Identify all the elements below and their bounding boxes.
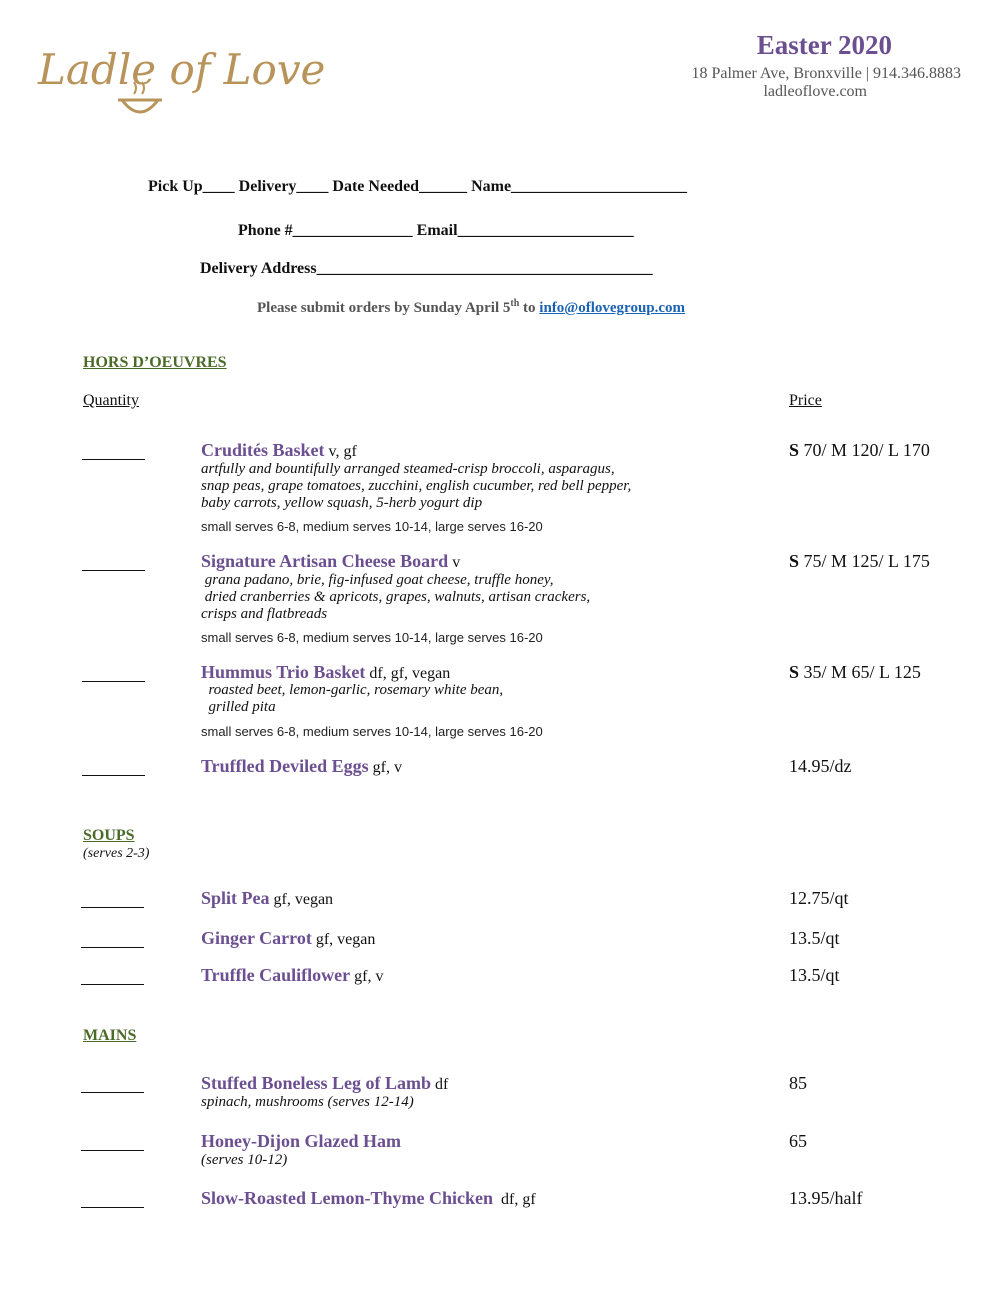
item-description: spinach, mushrooms (serves 12-14) bbox=[201, 1094, 414, 1110]
ladle-logo-icon bbox=[36, 28, 326, 128]
section-hors-doeuvres: HORS D’OEUVRES bbox=[83, 354, 227, 371]
item-price: 13.5/qt bbox=[789, 965, 840, 985]
item-serving-sizes: small serves 6-8, medium serves 10-14, large serves 16-20 bbox=[201, 724, 543, 739]
item-name: Stuffed Boneless Leg of Lamb bbox=[201, 1073, 432, 1093]
price-values: 75/ M 125/ L 175 bbox=[799, 551, 930, 571]
price-column-header: Price bbox=[789, 392, 822, 409]
note-superscript: th bbox=[510, 298, 520, 309]
item-tags: df bbox=[431, 1076, 449, 1093]
item-name: Crudités Basket bbox=[201, 440, 325, 460]
quantity-field[interactable] bbox=[81, 1207, 144, 1208]
item-tags: df, gf bbox=[493, 1191, 536, 1208]
store-address: 18 Palmer Ave, Bronxville | 914.346.8883 bbox=[691, 65, 961, 82]
menu-item bbox=[201, 551, 460, 572]
order-deadline-note bbox=[257, 298, 685, 317]
quantity-field[interactable] bbox=[81, 1150, 144, 1151]
quantity-column-header: Quantity bbox=[83, 392, 139, 409]
form-line-pickup-delivery-date-name[interactable]: Pick Up____ Delivery____ Date Needed______ Name______________________ bbox=[148, 178, 688, 195]
order-email-link[interactable]: info@oflovegroup.com bbox=[539, 300, 686, 316]
quantity-field[interactable] bbox=[81, 907, 144, 908]
event-title: Easter 2020 bbox=[756, 30, 892, 60]
price-size-label: S bbox=[789, 662, 800, 682]
item-name: Ginger Carrot bbox=[201, 928, 312, 948]
item-price: 14.95/dz bbox=[789, 756, 852, 776]
item-name: Truffle Cauliflower bbox=[201, 965, 351, 985]
price-values: 35/ M 65/ L 125 bbox=[799, 662, 921, 682]
quantity-field[interactable] bbox=[81, 1092, 144, 1093]
item-name: Slow-Roasted Lemon-Thyme Chicken bbox=[201, 1188, 494, 1208]
price-size-label: S bbox=[789, 551, 800, 571]
item-price: 12.75/qt bbox=[789, 888, 849, 908]
form-line-phone-email[interactable]: Phone #_______________ Email______________________ bbox=[238, 222, 634, 239]
item-name: Split Pea bbox=[201, 888, 270, 908]
item-name: Hummus Trio Basket bbox=[201, 662, 366, 682]
item-description: roasted beet, lemon-garlic, rosemary white bean, grilled pita bbox=[208, 682, 504, 715]
note-to: to bbox=[519, 300, 540, 316]
store-website: ladleoflove.com bbox=[763, 83, 867, 100]
item-tags: df, gf, vegan bbox=[365, 665, 451, 682]
item-price bbox=[789, 440, 930, 461]
item-serving-sizes: small serves 6-8, medium serves 10-14, large serves 16-20 bbox=[201, 630, 543, 645]
item-tags: v, gf bbox=[324, 443, 357, 460]
ladle-of-love-logo bbox=[36, 28, 326, 128]
item-tags: gf, vegan bbox=[269, 891, 334, 908]
menu-item bbox=[201, 965, 383, 986]
quantity-field[interactable] bbox=[81, 984, 144, 985]
section-soups: SOUPS bbox=[83, 827, 135, 844]
item-tags: gf, v bbox=[368, 759, 402, 776]
quantity-field[interactable] bbox=[82, 775, 145, 776]
menu-item bbox=[201, 440, 357, 461]
menu-item bbox=[201, 1073, 448, 1094]
menu-item bbox=[201, 756, 402, 777]
item-price bbox=[789, 662, 921, 683]
item-price: 13.95/half bbox=[789, 1188, 863, 1208]
item-description: (serves 10-12) bbox=[201, 1152, 288, 1168]
quantity-field[interactable] bbox=[82, 459, 145, 460]
note-text: Please submit orders by Sunday April 5 bbox=[257, 300, 511, 316]
soups-serving-note: (serves 2-3) bbox=[83, 846, 150, 861]
item-description: artfully and bountifully arranged steamed-crisp broccoli, asparagus, snap peas, grape tomatoes, zucchini, english cucumber, red bell pepper, baby carrots, yellow squash, 5-herb yogurt dip bbox=[201, 461, 632, 511]
item-name: Honey-Dijon Glazed Ham bbox=[201, 1131, 401, 1151]
item-price bbox=[789, 551, 930, 572]
menu-item bbox=[201, 1188, 536, 1209]
item-price: 65 bbox=[789, 1131, 807, 1151]
menu-item bbox=[201, 928, 375, 949]
quantity-field[interactable] bbox=[82, 681, 145, 682]
menu-item bbox=[201, 1131, 401, 1152]
quantity-field[interactable] bbox=[81, 947, 144, 948]
item-price: 13.5/qt bbox=[789, 928, 840, 948]
item-serving-sizes: small serves 6-8, medium serves 10-14, large serves 16-20 bbox=[201, 519, 543, 534]
item-name: Truffled Deviled Eggs bbox=[201, 756, 369, 776]
item-tags: gf, v bbox=[350, 968, 384, 985]
item-description: grana padano, brie, fig-infused goat cheese, truffle honey, dried cranberries & apricots, grapes, walnuts, artisan crackers, crisps and flatbreads bbox=[201, 572, 591, 622]
menu-item bbox=[201, 662, 450, 683]
item-tags: v bbox=[448, 554, 461, 571]
form-line-delivery-address[interactable]: Delivery Address__________________________________________ bbox=[200, 260, 653, 277]
logo-wordmark: Ladle of Love bbox=[38, 45, 326, 94]
price-size-label: S bbox=[789, 440, 800, 460]
section-mains: MAINS bbox=[83, 1027, 137, 1044]
item-tags: gf, vegan bbox=[311, 931, 376, 948]
menu-item bbox=[201, 888, 333, 909]
price-values: 70/ M 120/ L 170 bbox=[799, 440, 930, 460]
quantity-field[interactable] bbox=[82, 570, 145, 571]
item-price: 85 bbox=[789, 1073, 807, 1093]
item-name: Signature Artisan Cheese Board bbox=[201, 551, 449, 571]
